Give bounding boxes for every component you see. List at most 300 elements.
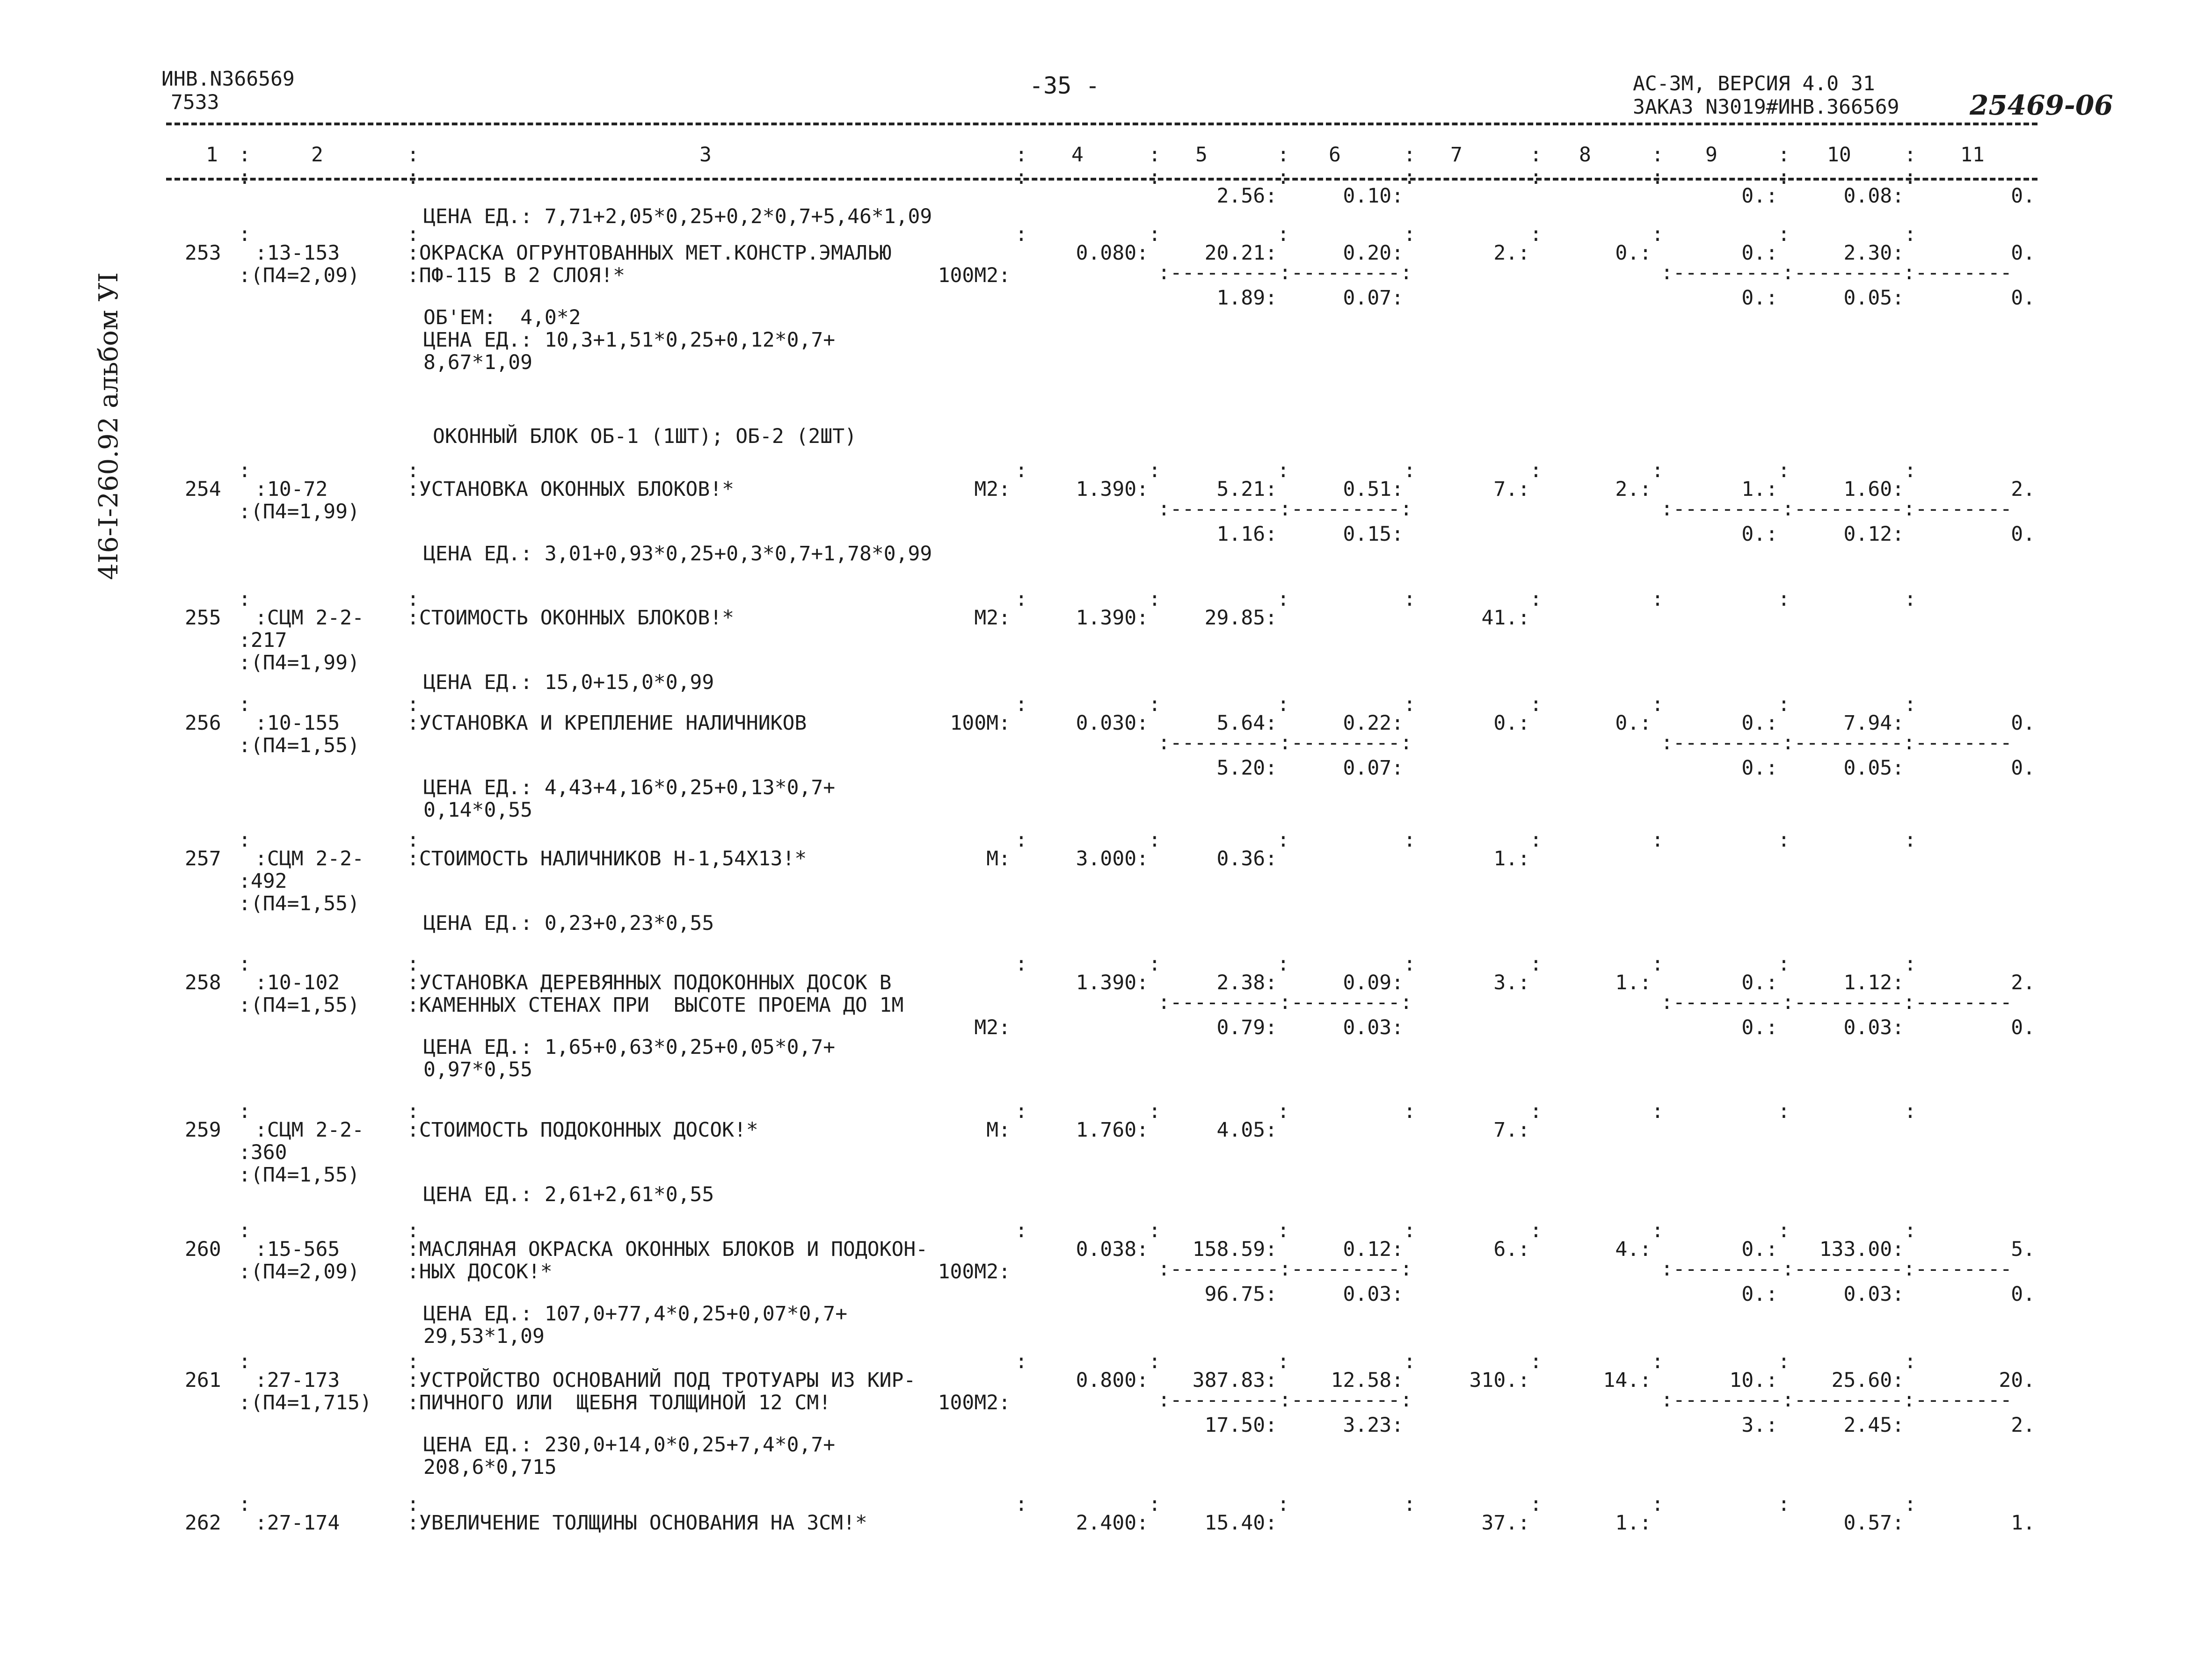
work-description-text: УСТРОЙСТВО ОСНОВАНИЙ ПОД ТРОТУАРЫ ИЗ КИР-: [419, 1369, 916, 1392]
rate-code-text: 27-174: [267, 1511, 340, 1535]
column-header: 1: [206, 143, 218, 167]
value-c6b: 0.15:: [1343, 522, 1404, 546]
sub-rule: :---------:---------:: [1158, 261, 1412, 284]
column-separator: :: [1530, 459, 1542, 482]
column-separator: :: [1404, 587, 1416, 611]
column-separator: :: [239, 952, 251, 976]
column-separator: :: [1652, 693, 1664, 716]
price-note: ЦЕНА ЕД.: 4,43+4,16*0,25+0,13*0,7+: [423, 776, 836, 799]
value-text: 2.400: [1076, 1511, 1137, 1535]
rate-code: :10-72: [255, 478, 328, 501]
value-text: 2.38: [1216, 971, 1266, 994]
price-note: 208,6*0,715: [423, 1456, 557, 1479]
value-text: 0.030: [1076, 711, 1137, 735]
rate-code-text: (П4=1,55): [250, 1163, 360, 1187]
column-separator: :: [1404, 143, 1416, 167]
rate-code: :13-153: [255, 241, 340, 265]
value-text: 0.: [2011, 756, 2035, 780]
column-header: 3: [699, 143, 712, 167]
unit-of-measure: М:: [986, 847, 1011, 870]
value-c5b: 2.56:: [1216, 184, 1277, 208]
value-c6b: 0.10:: [1343, 184, 1404, 208]
column-separator: :: [1778, 952, 1790, 976]
column-separator: :: [1530, 1219, 1542, 1242]
column-separator: :: [1149, 143, 1161, 167]
column-separator: :: [1404, 166, 1416, 189]
value-c5: 387.83:: [1192, 1369, 1277, 1392]
column-separator: :: [1530, 143, 1542, 167]
column-separator: :: [1015, 828, 1027, 852]
rate-code: :27-173: [255, 1369, 340, 1392]
row-number: 259: [185, 1118, 221, 1142]
column-separator: :: [1904, 1493, 1916, 1516]
value-text: 20.21: [1204, 241, 1266, 265]
column-separator: :: [1015, 143, 1027, 167]
unit-of-measure: М2:: [974, 606, 1011, 630]
value-text: 7.: [1493, 1118, 1518, 1142]
rate-code-text: 10-155: [267, 711, 340, 735]
value-text: 0.15: [1343, 522, 1392, 546]
sub-rule: :---------:---------:--------: [1661, 261, 2012, 284]
column-separator: :: [239, 828, 251, 852]
column-separator: :: [1277, 223, 1289, 246]
value-text: 0.038: [1076, 1238, 1137, 1261]
work-description: :НЫХ ДОСОК!*: [407, 1260, 553, 1283]
rate-code: :10-102: [255, 971, 340, 994]
value-text: 0.: [1741, 756, 1766, 780]
rate-code: :(П4=1,99): [239, 651, 360, 674]
value-c5: 29.85:: [1204, 606, 1277, 630]
value-c5: 2.38:: [1216, 971, 1277, 994]
unit-text: 100М2: [938, 1391, 999, 1414]
rate-code: :(П4=1,99): [239, 500, 360, 523]
rate-code-text: (П4=1,55): [250, 892, 360, 915]
value-c5: 158.59:: [1192, 1238, 1277, 1261]
work-description: :УСТРОЙСТВО ОСНОВАНИЙ ПОД ТРОТУАРЫ ИЗ КИР-: [407, 1369, 916, 1392]
column-separator: :: [407, 952, 419, 976]
column-separator: :: [1015, 1219, 1027, 1242]
work-description-text: УСТАНОВКА ДЕРЕВЯННЫХ ПОДОКОННЫХ ДОСОК В: [419, 971, 892, 994]
value-text: 3.: [1493, 971, 1518, 994]
unit-of-measure: 100М2:: [938, 1391, 1011, 1414]
value-text: 1.60: [1843, 478, 1892, 501]
value-text: 5.20: [1216, 756, 1266, 780]
column-separator: :: [1652, 587, 1664, 611]
value-text: 14.: [1603, 1369, 1640, 1392]
rate-code-text: (П4=1,715): [250, 1391, 372, 1414]
value-text: 0.: [2011, 184, 2035, 208]
column-separator: :: [1778, 1100, 1790, 1123]
value-c5: 4.05:: [1216, 1118, 1277, 1142]
column-separator: :: [1277, 693, 1289, 716]
rate-code: :217: [239, 629, 287, 652]
rate-code-text: (П4=1,55): [250, 734, 360, 757]
rate-code-text: 15-565: [267, 1238, 340, 1261]
work-description: :УСТАНОВКА ОКОННЫХ БЛОКОВ!*: [407, 478, 734, 501]
value-c9b: 0.:: [1741, 522, 1778, 546]
work-description: :УСТАНОВКА И КРЕПЛЕНИЕ НАЛИЧНИКОВ: [407, 711, 807, 735]
value-c7: 41.:: [1481, 606, 1530, 630]
column-separator: :: [1404, 1493, 1416, 1516]
rate-code: :(П4=1,715): [239, 1391, 372, 1414]
rate-code: :(П4=1,55): [239, 1163, 360, 1187]
value-c6b: 0.07:: [1343, 286, 1404, 310]
value-text: 1.: [1615, 971, 1640, 994]
value-c9b: 0.:: [1741, 1016, 1778, 1039]
value-c11: [1914, 243, 2035, 263]
column-header: 10: [1827, 143, 1851, 167]
value-text: 2.: [1493, 241, 1518, 265]
value-text: 1.760: [1076, 1118, 1137, 1142]
rate-code-text: 360: [250, 1141, 287, 1164]
unit-text: 100М2: [938, 1260, 999, 1283]
work-description: :УСТАНОВКА ДЕРЕВЯННЫХ ПОДОКОННЫХ ДОСОК В: [407, 971, 892, 994]
value-text: 1.390: [1076, 606, 1137, 630]
value-c5b: 96.75:: [1204, 1283, 1277, 1306]
unit-text: М2: [974, 606, 999, 630]
unit-of-measure: М2:: [974, 478, 1011, 501]
column-separator: :: [1277, 1493, 1289, 1516]
column-separator: :: [239, 1493, 251, 1516]
column-separator: :: [1277, 1350, 1289, 1373]
value-text: 2.45: [1843, 1414, 1892, 1437]
row-number: 255: [185, 606, 221, 630]
value-c10b: 0.03:: [1843, 1016, 1904, 1039]
column-separator: :: [1652, 1219, 1664, 1242]
rate-code: :(П4=2,09): [239, 1260, 360, 1283]
price-note: 0,14*0,55: [423, 798, 532, 822]
value-c10b: 2.45:: [1843, 1414, 1904, 1437]
value-text: 0.: [1493, 711, 1518, 735]
rate-code-text: СЦМ 2-2-: [267, 606, 364, 630]
column-separator: :: [1904, 1219, 1916, 1242]
column-separator: :: [1530, 693, 1542, 716]
rate-code-text: (П4=1,99): [250, 500, 360, 523]
row-number: 256: [185, 711, 221, 735]
value-c6: 0.20:: [1343, 241, 1404, 265]
column-separator: :: [1149, 952, 1161, 976]
value-c5b: 1.16:: [1216, 522, 1277, 546]
work-description-text: МАСЛЯНАЯ ОКРАСКА ОКОННЫХ БЛОКОВ И ПОДОКОН-: [419, 1238, 928, 1261]
rate-code-text: (П4=2,09): [250, 1260, 360, 1283]
value-c9: 0.:: [1741, 1238, 1778, 1261]
sub-rule: :---------:---------:--------: [1661, 1388, 2012, 1412]
column-separator: :: [1404, 459, 1416, 482]
value-text: 0.: [1615, 711, 1640, 735]
work-description-text: ПФ-115 В 2 СЛОЯ!*: [419, 264, 625, 287]
value-c11: [1914, 1513, 2035, 1533]
value-c9b: 3.:: [1741, 1414, 1778, 1437]
column-separator: :: [1530, 1493, 1542, 1516]
header-rule-bottom: [166, 178, 2037, 181]
column-separator: :: [239, 143, 251, 167]
column-separator: :: [1530, 952, 1542, 976]
value-c6b: 0.03:: [1343, 1283, 1404, 1306]
work-description-text: УСТАНОВКА И КРЕПЛЕНИЕ НАЛИЧНИКОВ: [419, 711, 807, 735]
rate-code-text: 492: [250, 870, 287, 893]
value-c8: 1.:: [1615, 1511, 1652, 1535]
unit-of-measure: 100М2:: [938, 264, 1011, 287]
value-c7: 7.:: [1493, 478, 1530, 501]
value-c5b: 5.20:: [1216, 756, 1277, 780]
value-text: 15.40: [1204, 1511, 1266, 1535]
price-note: ЦЕНА ЕД.: 3,01+0,93*0,25+0,3*0,7+1,78*0,99: [423, 542, 932, 565]
column-separator: :: [239, 587, 251, 611]
value-text: 0.: [1741, 1016, 1766, 1039]
row-number: 257: [185, 847, 221, 870]
price-note: 29,53*1,09: [423, 1325, 545, 1348]
column-separator: :: [1530, 223, 1542, 246]
value-c7: 37.:: [1481, 1511, 1530, 1535]
value-c8: 0.:: [1615, 241, 1652, 265]
value-c9b: 0.:: [1741, 1283, 1778, 1306]
value-c5: 15.40:: [1204, 1511, 1277, 1535]
column-separator: :: [1778, 459, 1790, 482]
value-text: 0.22: [1343, 711, 1392, 735]
value-text: 0.: [1741, 1238, 1766, 1261]
price-note: ЦЕНА ЕД.: 1,65+0,63*0,25+0,05*0,7+: [423, 1036, 836, 1059]
work-description: :ПИЧНОГО ИЛИ ЩЕБНЯ ТОЛЩИНОЙ 12 СМ!: [407, 1391, 831, 1414]
value-c7: 2.:: [1493, 241, 1530, 265]
value-text: 1.: [1615, 1511, 1640, 1535]
work-description: :СТОИМОСТЬ ПОДОКОННЫХ ДОСОК!*: [407, 1118, 758, 1142]
value-qty: 3.000:: [1076, 847, 1149, 870]
rate-code: :27-174: [255, 1511, 340, 1535]
column-separator: :: [1530, 1350, 1542, 1373]
column-separator: :: [1015, 587, 1027, 611]
work-description: :МАСЛЯНАЯ ОКРАСКА ОКОННЫХ БЛОКОВ И ПОДОКОН-: [407, 1238, 928, 1261]
value-c10: 1.60:: [1843, 478, 1904, 501]
value-text: 0.10: [1343, 184, 1392, 208]
rate-code: :(П4=2,09): [239, 264, 360, 287]
row-number: 254: [185, 478, 221, 501]
value-c7: 7.:: [1493, 1118, 1530, 1142]
price-note: ЦЕНА ЕД.: 7,71+2,05*0,25+0,2*0,7+5,46*1,09: [423, 205, 932, 228]
column-separator: :: [407, 1350, 419, 1373]
value-c9b: 0.:: [1741, 756, 1778, 780]
value-c11: [1914, 1240, 2035, 1260]
column-separator: :: [1530, 166, 1542, 189]
value-text: 12.58: [1331, 1369, 1392, 1392]
program-version: АС-3М, ВЕРСИЯ 4.0 31: [1633, 72, 1875, 95]
value-text: 0.: [1741, 711, 1766, 735]
value-text: 0.79: [1216, 1016, 1266, 1039]
column-separator: :: [1904, 828, 1916, 852]
value-text: 7.94: [1843, 711, 1892, 735]
column-separator: :: [1277, 166, 1289, 189]
value-text: 0.03: [1343, 1016, 1392, 1039]
price-note: ЦЕНА ЕД.: 2,61+2,61*0,55: [423, 1183, 714, 1206]
column-separator: :: [1652, 1493, 1664, 1516]
value-text: 5.21: [1216, 478, 1266, 501]
value-c11b: [1914, 1284, 2035, 1305]
work-description: :СТОИМОСТЬ ОКОННЫХ БЛОКОВ!*: [407, 606, 734, 630]
sub-rule: :---------:---------:: [1158, 1388, 1412, 1412]
value-text: 1.89: [1216, 286, 1266, 310]
column-separator: :: [1149, 459, 1161, 482]
value-text: 2.: [2011, 478, 2035, 501]
value-qty: 0.038:: [1076, 1238, 1149, 1261]
value-text: 0.05: [1843, 756, 1892, 780]
value-text: 0.: [1741, 241, 1766, 265]
value-c10: 1.12:: [1843, 971, 1904, 994]
rate-code-text: 10-102: [267, 971, 340, 994]
column-separator: :: [1404, 828, 1416, 852]
value-qty: 1.390:: [1076, 971, 1149, 994]
value-text: 0.03: [1343, 1283, 1392, 1306]
work-description: :ОКРАСКА ОГРУНТОВАННЫХ МЕТ.КОНСТР.ЭМАЛЬЮ: [407, 241, 892, 265]
value-text: 2.: [2011, 1414, 2035, 1437]
work-description-text: УСТАНОВКА ОКОННЫХ БЛОКОВ!*: [419, 478, 734, 501]
column-separator: :: [407, 828, 419, 852]
value-c9: 0.:: [1741, 711, 1778, 735]
value-text: 10.: [1729, 1369, 1766, 1392]
unit-text: М2: [974, 478, 999, 501]
column-separator: :: [1015, 1350, 1027, 1373]
unit-of-measure: М:: [986, 1118, 1011, 1142]
header-rule-top: [166, 123, 2037, 125]
rate-code: :СЦМ 2-2-: [255, 1118, 364, 1142]
column-separator: :: [1277, 828, 1289, 852]
work-description: :УВЕЛИЧЕНИЕ ТОЛЩИНЫ ОСНОВАНИЯ НА 3СМ!*: [407, 1511, 867, 1535]
value-text: 6.: [1493, 1238, 1518, 1261]
column-separator: :: [1404, 693, 1416, 716]
value-text: 133.00: [1819, 1238, 1892, 1261]
column-separator: :: [1778, 223, 1790, 246]
value-text: 0.05: [1843, 286, 1892, 310]
value-c8: 14.:: [1603, 1369, 1652, 1392]
column-header: 6: [1329, 143, 1341, 167]
value-text: 41.: [1481, 606, 1518, 630]
value-text: 20.: [1999, 1369, 2035, 1392]
column-separator: :: [1904, 459, 1916, 482]
value-text: 0.: [2011, 1283, 2035, 1306]
value-text: 0.: [2011, 1016, 2035, 1039]
value-c9b: 0.:: [1741, 184, 1778, 208]
value-qty: 1.390:: [1076, 478, 1149, 501]
column-separator: :: [1149, 587, 1161, 611]
value-text: 29.85: [1204, 606, 1266, 630]
column-separator: :: [407, 1100, 419, 1123]
column-separator: :: [1149, 693, 1161, 716]
rate-code: :10-155: [255, 711, 340, 735]
column-separator: :: [407, 1219, 419, 1242]
value-c9: 10.:: [1729, 1369, 1778, 1392]
column-separator: :: [239, 459, 251, 482]
column-separator: :: [1652, 223, 1664, 246]
album-side-label: 4I6-I-260.92 альбом УI: [94, 272, 124, 580]
column-header: 7: [1450, 143, 1463, 167]
value-c11b: [1914, 1415, 2035, 1435]
column-separator: :: [1778, 1493, 1790, 1516]
rate-code: :СЦМ 2-2-: [255, 606, 364, 630]
value-c11: [1914, 479, 2035, 500]
handwritten-code: 25469-06: [1970, 89, 2113, 121]
value-c5: 20.21:: [1204, 241, 1277, 265]
value-c10b: 0.08:: [1843, 184, 1904, 208]
unit-of-measure: 100М2:: [938, 1260, 1011, 1283]
value-text: 0.: [1741, 184, 1766, 208]
rate-code-text: 27-173: [267, 1369, 340, 1392]
column-separator: :: [1404, 952, 1416, 976]
value-c11b: [1914, 288, 2035, 308]
column-separator: :: [407, 143, 419, 167]
value-text: 1.: [1493, 847, 1518, 870]
value-text: 1.: [2011, 1511, 2035, 1535]
price-note: 0,97*0,55: [423, 1058, 532, 1081]
value-c6: 12.58:: [1331, 1369, 1404, 1392]
unit-text: М: [986, 847, 999, 870]
column-header: 2: [311, 143, 323, 167]
column-separator: :: [239, 1219, 251, 1242]
work-description-text: СТОИМОСТЬ НАЛИЧНИКОВ Н-1,54Х13!*: [419, 847, 807, 870]
rate-code-text: (П4=1,99): [250, 651, 360, 674]
value-text: 0.: [1615, 241, 1640, 265]
value-text: 0.03: [1843, 1283, 1892, 1306]
sub-rule: :---------:---------:--------: [1661, 497, 2012, 521]
rate-code-text: СЦМ 2-2-: [267, 847, 364, 870]
value-c10: 2.30:: [1843, 241, 1904, 265]
value-text: 2.: [1615, 478, 1640, 501]
value-text: 3.000: [1076, 847, 1137, 870]
value-c10: 25.60:: [1831, 1369, 1904, 1392]
value-qty: 2.400:: [1076, 1511, 1149, 1535]
value-text: 310.: [1469, 1369, 1518, 1392]
value-text: 0.080: [1076, 241, 1137, 265]
work-description: :СТОИМОСТЬ НАЛИЧНИКОВ Н-1,54Х13!*: [407, 847, 807, 870]
value-c8: 2.:: [1615, 478, 1652, 501]
column-separator: :: [1015, 952, 1027, 976]
value-text: 387.83: [1192, 1369, 1266, 1392]
unit-text: М: [986, 1118, 999, 1142]
value-c5b: 17.50:: [1204, 1414, 1277, 1437]
value-c7: 310.:: [1469, 1369, 1530, 1392]
column-separator: :: [1530, 587, 1542, 611]
column-separator: :: [1149, 828, 1161, 852]
value-text: 1.12: [1843, 971, 1892, 994]
value-text: 37.: [1481, 1511, 1518, 1535]
value-c6: 0.51:: [1343, 478, 1404, 501]
column-separator: :: [1652, 166, 1664, 189]
column-separator: :: [1015, 1100, 1027, 1123]
rate-code-text: 217: [250, 629, 287, 652]
column-separator: :: [1904, 223, 1916, 246]
column-separator: :: [1778, 587, 1790, 611]
value-text: 7.: [1493, 478, 1518, 501]
rate-code-text: (П4=1,55): [250, 993, 360, 1017]
value-text: 17.50: [1204, 1414, 1266, 1437]
sub-rule: :---------:---------:--------: [1661, 991, 2012, 1014]
sub-rule: :---------:---------:: [1158, 731, 1412, 754]
value-c10: 0.57:: [1843, 1511, 1904, 1535]
value-text: 0.09: [1343, 971, 1392, 994]
price-note: ЦЕНА ЕД.: 10,3+1,51*0,25+0,12*0,7+: [423, 328, 836, 352]
value-text: 2.: [2011, 971, 2035, 994]
inventory-number: ИНВ.N366569: [161, 67, 295, 91]
column-separator: :: [1778, 1350, 1790, 1373]
value-text: 0.03: [1843, 1016, 1892, 1039]
column-separator: :: [407, 587, 419, 611]
sub-rule: :---------:---------:: [1158, 1257, 1412, 1281]
unit-of-measure: М2:: [974, 1016, 1011, 1039]
value-c5: 0.36:: [1216, 847, 1277, 870]
value-c8: 1.:: [1615, 971, 1652, 994]
page-number: -35 -: [1029, 72, 1100, 99]
work-description: :КАМЕННЫХ СТЕНАХ ПРИ ВЫСОТЕ ПРОЕМА ДО 1М: [407, 993, 904, 1017]
value-text: 0.: [2011, 286, 2035, 310]
value-c9b: 0.:: [1741, 286, 1778, 310]
sub-rule: :---------:---------:: [1158, 497, 1412, 521]
